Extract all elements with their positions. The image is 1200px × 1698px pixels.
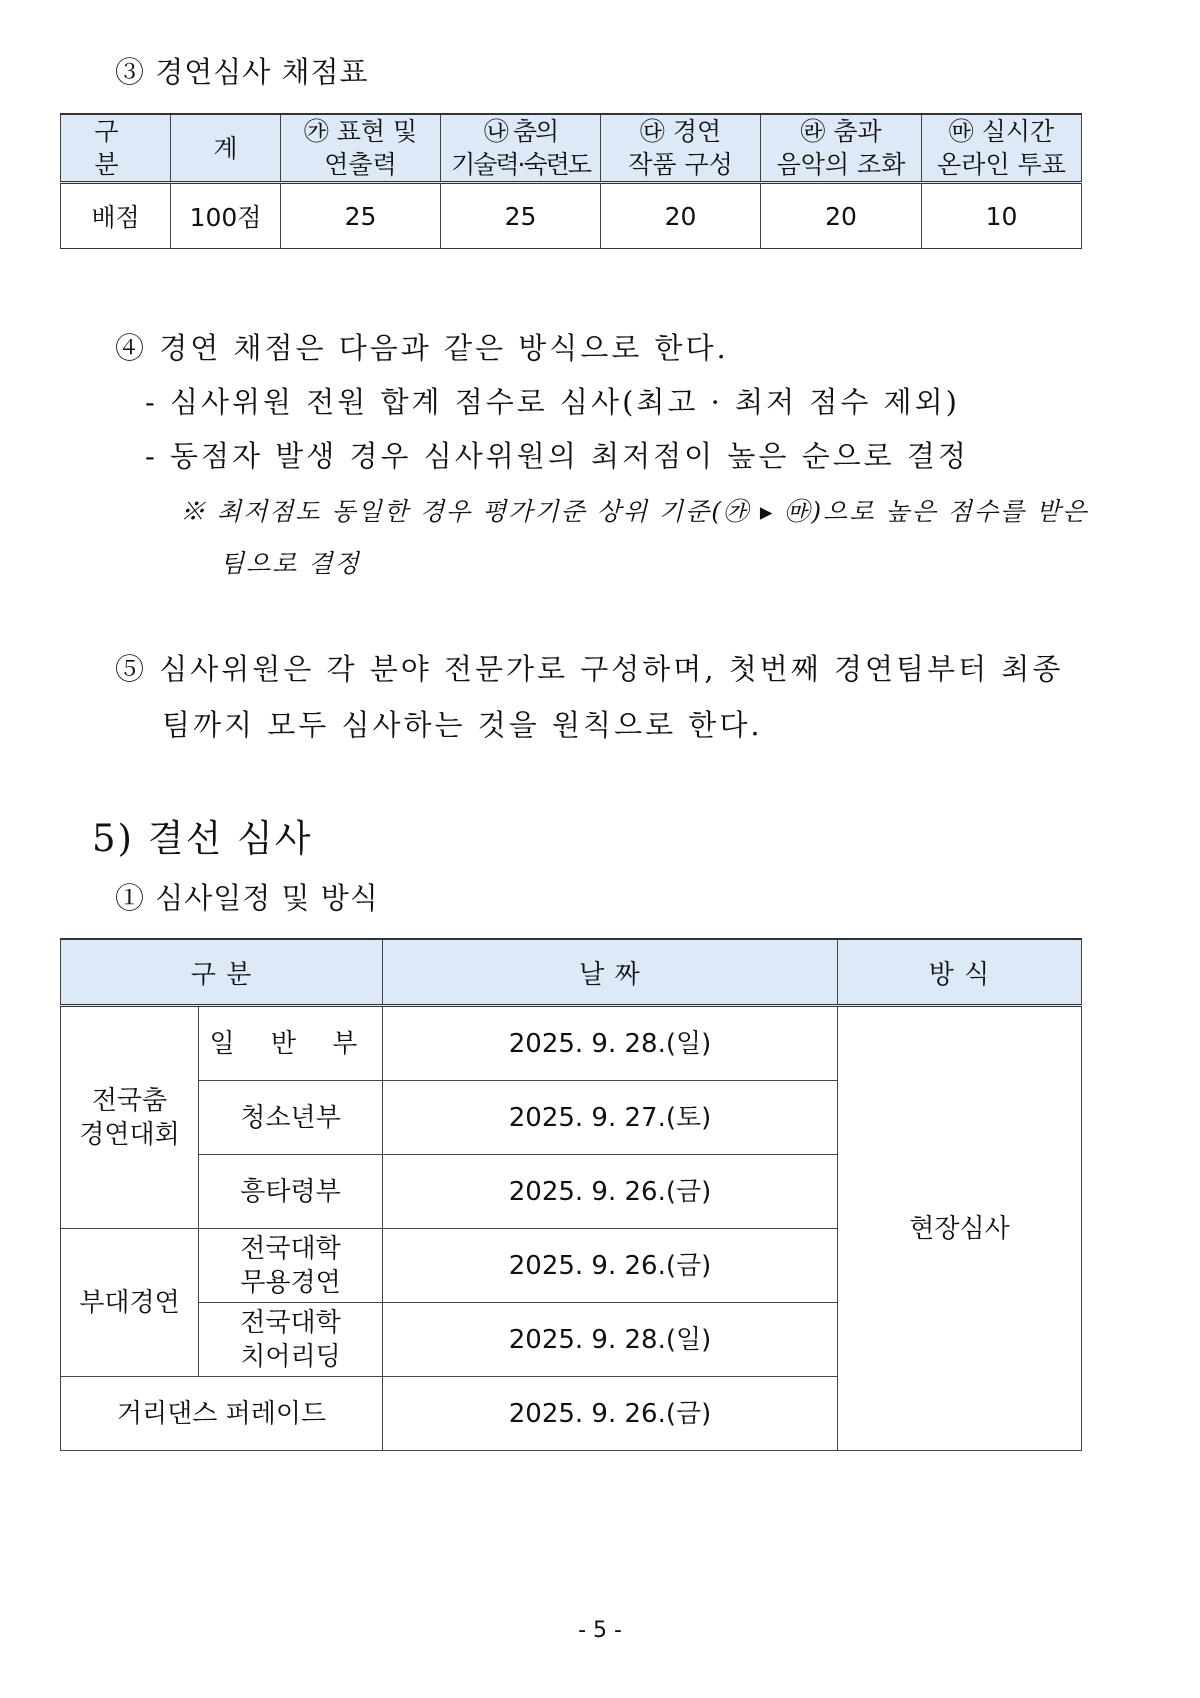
method-bullet: - 심사위원 전원 합계 점수로 심사(최고 · 최저 점수 제외): [145, 385, 960, 419]
score-value: 20: [601, 183, 761, 249]
schedule-method: 현장심사: [838, 1006, 1082, 1451]
group-parade: 거리댄스 퍼레이드: [61, 1377, 383, 1451]
scoring-header-criterion: ㉲ 실시간 온라인 투표: [922, 114, 1082, 183]
scoring-header-criterion: ㉰ 경연 작품 구성: [601, 114, 761, 183]
schedule-division: 전국대학 무용경연: [199, 1229, 383, 1303]
method-note: ※ 최저점도 동일한 경우 평가기준 상위 기준(㉮ ▸ ㉲)으로 높은 점수를 받은: [180, 497, 1089, 526]
schedule-date: 2025. 9. 27.(토): [383, 1081, 838, 1155]
scoring-table: [60, 113, 1082, 249]
schedule-date: 2025. 9. 26.(금): [383, 1377, 838, 1451]
judges-paragraph: 팀까지 모두 심사하는 것을 원칙으로 한다.: [162, 708, 763, 742]
group-national: 전국춤 경연대회: [61, 1006, 199, 1229]
finals-heading: 5) 결선 심사: [92, 817, 313, 860]
method-heading: ④ 경연 채점은 다음과 같은 방식으로 한다.: [115, 331, 729, 365]
schedule-date: 2025. 9. 26.(금): [383, 1229, 838, 1303]
schedule-table: [60, 938, 1082, 1451]
scoring-heading: ③ 경연심사 채점표: [115, 55, 369, 89]
score-value: 10: [922, 183, 1082, 249]
scoring-header-total: 계: [171, 114, 281, 183]
schedule-date: 2025. 9. 28.(일): [383, 1303, 838, 1377]
score-value: 25: [281, 183, 441, 249]
schedule-division: 일 반 부: [199, 1006, 383, 1081]
page-number: - 5 -: [578, 1618, 622, 1643]
schedule-header-date: 날 짜: [383, 939, 838, 1006]
schedule-division: 청소년부: [199, 1081, 383, 1155]
score-row-label: 배점: [61, 183, 171, 249]
group-side: 부대경연: [61, 1229, 199, 1377]
judges-paragraph: ⑤ 심사위원은 각 분야 전문가로 구성하며, 첫번째 경연팀부터 최종: [115, 652, 1064, 686]
schedule-date: 2025. 9. 26.(금): [383, 1155, 838, 1229]
scoring-header-criterion: ㉯ 춤의 기술력·숙련도: [441, 114, 601, 183]
scoring-header-category: 구 분: [61, 114, 171, 183]
schedule-division: 흥타령부: [199, 1155, 383, 1229]
schedule-division: 전국대학 치어리딩: [199, 1303, 383, 1377]
schedule-header-method: 방 식: [838, 939, 1082, 1006]
method-note: 팀으로 결정: [220, 549, 361, 578]
score-value: 20: [761, 183, 922, 249]
scoring-header-criterion: ㉮ 표현 및 연출력: [281, 114, 441, 183]
finals-subheading: ① 심사일정 및 방식: [115, 881, 379, 915]
schedule-header-category: 구 분: [61, 939, 383, 1006]
scoring-header-criterion: ㉱ 춤과 음악의 조화: [761, 114, 922, 183]
schedule-date: 2025. 9. 28.(일): [383, 1006, 838, 1081]
method-bullet: - 동점자 발생 경우 심사위원의 최저점이 높은 순으로 결정: [145, 439, 969, 473]
score-value: 25: [441, 183, 601, 249]
score-total: 100점: [171, 183, 281, 249]
